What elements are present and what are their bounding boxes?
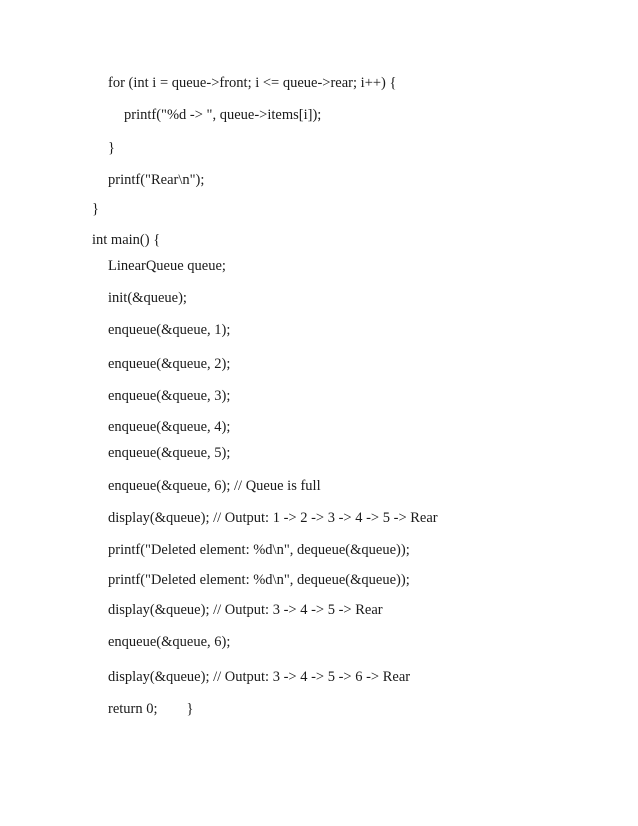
code-line: enqueue(&queue, 5);: [108, 445, 231, 461]
code-line: }: [92, 201, 99, 217]
code-line: int main() {: [92, 232, 161, 248]
code-line: printf("Deleted element: %d\n", dequeue(&queue));: [108, 542, 410, 558]
code-line: for (int i = queue->front; i <= queue->rear; i++) {: [108, 75, 397, 91]
code-line: printf("Rear\n");: [108, 172, 205, 188]
code-line: printf("%d -> ", queue->items[i]);: [124, 107, 322, 123]
code-line: enqueue(&queue, 4);: [108, 419, 231, 435]
code-line: return 0; }: [108, 701, 194, 717]
code-line: enqueue(&queue, 3);: [108, 388, 231, 404]
code-line: enqueue(&queue, 2);: [108, 356, 231, 372]
code-line: printf("Deleted element: %d\n", dequeue(&queue));: [108, 572, 410, 588]
code-line: enqueue(&queue, 1);: [108, 322, 231, 338]
code-line: enqueue(&queue, 6);: [108, 634, 231, 650]
code-line: init(&queue);: [108, 290, 187, 306]
code-line: display(&queue); // Output: 3 -> 4 -> 5 -> 6 -> Rear: [108, 669, 411, 685]
code-line: display(&queue); // Output: 1 -> 2 -> 3 -> 4 -> 5 -> Rear: [108, 510, 438, 526]
code-line: }: [108, 140, 115, 156]
code-line: LinearQueue queue;: [108, 258, 226, 274]
code-line: enqueue(&queue, 6); // Queue is full: [108, 478, 321, 494]
code-line: display(&queue); // Output: 3 -> 4 -> 5 -> Rear: [108, 602, 383, 618]
